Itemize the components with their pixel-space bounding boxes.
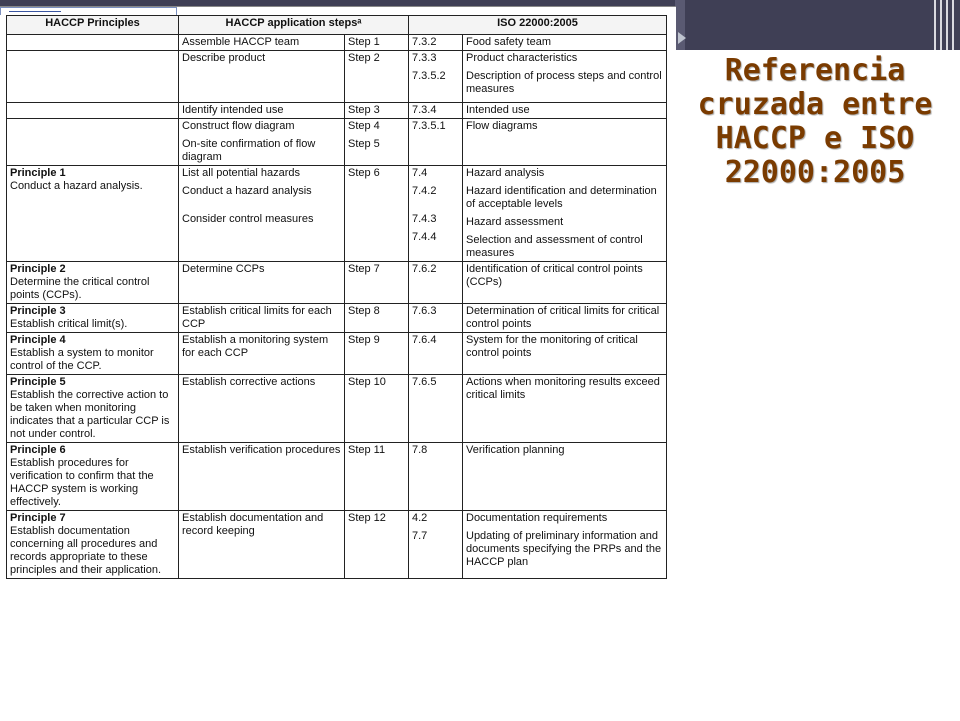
- iso-description: Documentation requirements Updating of preliminary information and documents specifying the PRPs and the HACCP plan: [463, 511, 667, 579]
- principle-cell: Principle 3 Establish critical limit(s).: [7, 304, 179, 333]
- step-number: Step 12: [345, 511, 409, 579]
- iso-clause: 7.6.4: [409, 333, 463, 375]
- iso-description: Flow diagrams: [463, 119, 667, 166]
- principle-cell: Principle 5 Establish the corrective action to be taken when monitoring indicates that a particular CCP is not under control.: [7, 375, 179, 443]
- step-action: Describe product: [179, 51, 345, 103]
- principle-cell: [7, 119, 179, 166]
- iso-description: Hazard analysis Hazard identification and determination of acceptable levels Hazard assessment Selection and assessment of control measures: [463, 166, 667, 262]
- table-row: [7, 119, 667, 166]
- slide-corner-band: [675, 0, 960, 50]
- table-header-row: [7, 16, 667, 35]
- principle-cell: [7, 35, 179, 51]
- iso-clause: 7.6.2: [409, 262, 463, 304]
- document-image: [0, 6, 676, 721]
- iso-description: Food safety team: [463, 35, 667, 51]
- table-row: [7, 262, 667, 304]
- table-row: [7, 375, 667, 443]
- table-row: [7, 304, 667, 333]
- haccp-iso-table: [6, 15, 667, 579]
- principle-cell: [7, 51, 179, 103]
- decorative-lines: [932, 0, 960, 50]
- step-number: Step 1: [345, 35, 409, 51]
- iso-description: Actions when monitoring results exceed critical limits: [463, 375, 667, 443]
- iso-clause: 7.6.5: [409, 375, 463, 443]
- step-number: Step 2: [345, 51, 409, 103]
- principle-cell: [7, 103, 179, 119]
- step-action: Establish critical limits for each CCP: [179, 304, 345, 333]
- step-number: Step 6: [345, 166, 409, 262]
- step-action: Establish documentation and record keeping: [179, 511, 345, 579]
- step-action: Establish a monitoring system for each CCP: [179, 333, 345, 375]
- step-action: Identify intended use: [179, 103, 345, 119]
- step-number: Step 7: [345, 262, 409, 304]
- table-row: [7, 166, 667, 262]
- step-number: Step 8: [345, 304, 409, 333]
- iso-description: Intended use: [463, 103, 667, 119]
- step-action: Establish verification procedures: [179, 443, 345, 511]
- header-steps: HACCP application stepsᵃ: [179, 16, 409, 35]
- table-row: [7, 51, 667, 103]
- iso-description: Product characteristics Description of process steps and control measures: [463, 51, 667, 103]
- triangle-icon: [678, 32, 686, 44]
- step-number: Step 4 Step 5: [345, 119, 409, 166]
- header-principles: HACCP Principles: [7, 16, 179, 35]
- step-number: Step 3: [345, 103, 409, 119]
- iso-description: System for the monitoring of critical control points: [463, 333, 667, 375]
- iso-clause: 4.2 7.7: [409, 511, 463, 579]
- table-row: [7, 333, 667, 375]
- table-row: [7, 103, 667, 119]
- document-tab: [0, 7, 177, 15]
- iso-clause: 7.3.3 7.3.5.2: [409, 51, 463, 103]
- iso-clause: 7.6.3: [409, 304, 463, 333]
- step-number: Step 10: [345, 375, 409, 443]
- step-action: Determine CCPs: [179, 262, 345, 304]
- iso-description: Verification planning: [463, 443, 667, 511]
- slide-title: Referencia cruzada entre HACCP e ISO 22000:2005: [697, 53, 933, 190]
- table-row: [7, 511, 667, 579]
- header-iso: ISO 22000:2005: [409, 16, 667, 35]
- table-row: [7, 443, 667, 511]
- step-action: Construct flow diagram On-site confirmation of flow diagram: [179, 119, 345, 166]
- step-number: Step 9: [345, 333, 409, 375]
- iso-clause: 7.8: [409, 443, 463, 511]
- step-action: Establish corrective actions: [179, 375, 345, 443]
- principle-cell: Principle 6 Establish procedures for verification to confirm that the HACCP system is working effectively.: [7, 443, 179, 511]
- table-row: [7, 35, 667, 51]
- iso-clause: 7.3.2: [409, 35, 463, 51]
- principle-cell: Principle 4 Establish a system to monitor control of the CCP.: [7, 333, 179, 375]
- iso-clause: 7.3.4: [409, 103, 463, 119]
- iso-clause: 7.3.5.1: [409, 119, 463, 166]
- step-action: Assemble HACCP team: [179, 35, 345, 51]
- principle-cell: Principle 2 Determine the critical control points (CCPs).: [7, 262, 179, 304]
- iso-description: Identification of critical control points (CCPs): [463, 262, 667, 304]
- principle-cell: Principle 1 Conduct a hazard analysis.: [7, 166, 179, 262]
- step-action: List all potential hazards Conduct a hazard analysis Consider control measures: [179, 166, 345, 262]
- principle-cell: Principle 7 Establish documentation concerning all procedures and records appropriate to these principles and their application.: [7, 511, 179, 579]
- step-number: Step 11: [345, 443, 409, 511]
- iso-clause: 7.4 7.4.2 7.4.3 7.4.4: [409, 166, 463, 262]
- iso-description: Determination of critical limits for critical control points: [463, 304, 667, 333]
